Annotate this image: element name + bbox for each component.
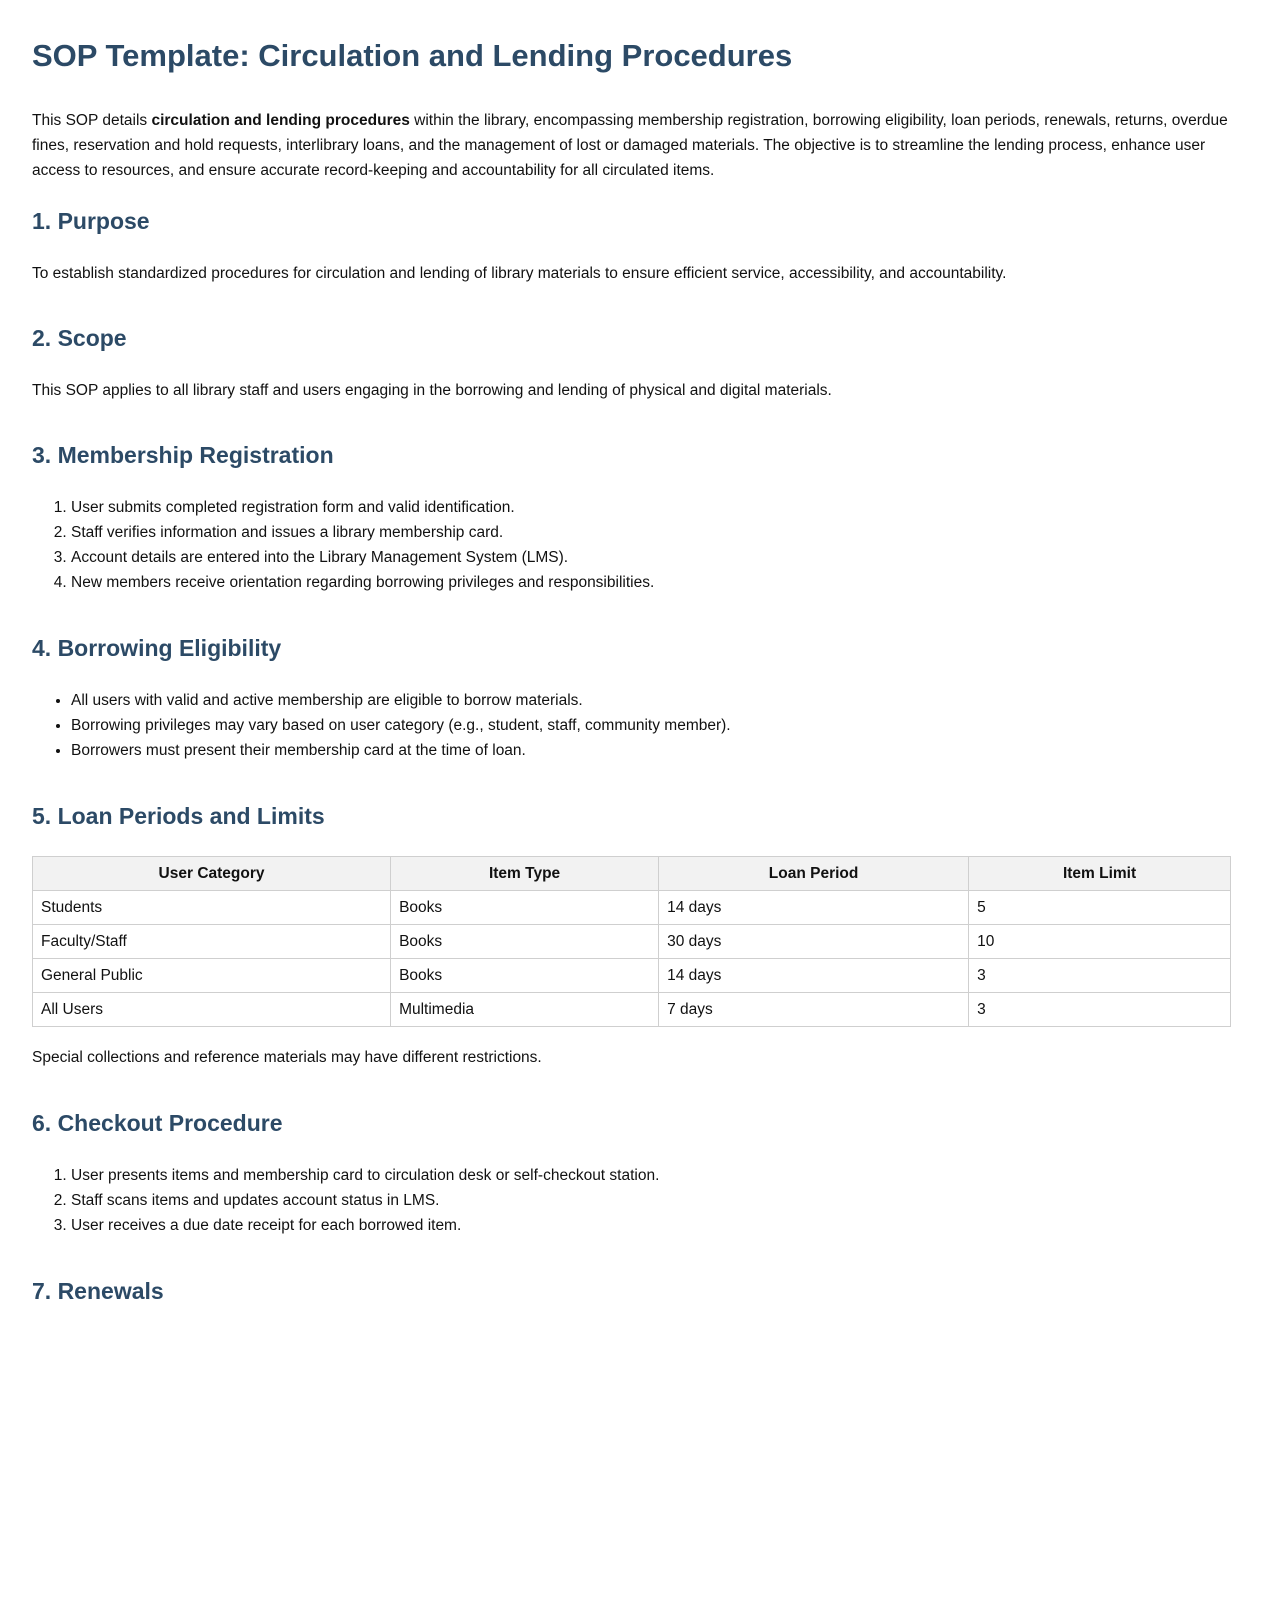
loan-note: Special collections and reference materials may have different restrictions.: [32, 1049, 542, 1066]
table-cell: Faculty/Staff: [33, 925, 391, 959]
heading-checkout: 6. Checkout Procedure: [32, 1110, 283, 1136]
heading-renewals: 7. Renewals: [32, 1278, 164, 1304]
list-item: • Borrowers must present their membership card at the time of loan.: [71, 738, 1231, 763]
scope-text: This SOP applies to all library staff and users engaging in the borrowing and lending of physical and digital materials.: [32, 382, 832, 399]
table-cell: General Public: [33, 959, 391, 993]
list-item: 1. User submits completed registration form and valid identification.: [71, 495, 1231, 520]
list-item: • All users with valid and active membership are eligible to borrow materials.: [71, 688, 1231, 713]
purpose-text: To establish standardized procedures for circulation and lending of library materials to ensure efficient service, accessibility, and accountability.: [32, 265, 1007, 282]
list-item: 1. User presents items and membership card to circulation desk or self-checkout station.: [71, 1163, 1231, 1188]
list-item: 2. Staff verifies information and issues a library membership card.: [71, 520, 1231, 545]
checkout-steps: [32, 1163, 1231, 1238]
table-cell: Books: [391, 891, 659, 925]
heading-eligibility: 4. Borrowing Eligibility: [32, 635, 282, 661]
heading-purpose: 1. Purpose: [32, 208, 150, 234]
table-cell: 3: [969, 959, 1231, 993]
loan-table: [32, 856, 1231, 1027]
table-cell: 3: [969, 993, 1231, 1027]
table-row: [33, 959, 1231, 993]
column-header: Loan Period: [659, 857, 969, 891]
list-item: 2. Staff scans items and updates account status in LMS.: [71, 1188, 1231, 1213]
intro-suffix: within the library, encompassing membership registration, borrowing eligibility, loan periods, renewals, returns, overdue fines, reservation and hold requests, interlibrary loans, and the management of lost or damaged materials. The objective is to streamline the lending process, enhance user access to resources, and ensure accurate record-keeping and accountability for all circulated items.: [32, 112, 1228, 179]
list-item: 3. User receives a due date receipt for each borrowed item.: [71, 1213, 1231, 1238]
list-item: 4. New members receive orientation regarding borrowing privileges and responsibilities.: [71, 570, 1231, 595]
table-cell: 30 days: [659, 925, 969, 959]
table-cell: 5: [969, 891, 1231, 925]
page-title: SOP Template: Circulation and Lending Procedures: [32, 38, 793, 73]
intro-paragraph: [32, 108, 1231, 183]
column-header: User Category: [33, 857, 391, 891]
table-cell: Books: [391, 959, 659, 993]
table-cell: Students: [33, 891, 391, 925]
intro-bold: circulation and lending procedures: [151, 112, 410, 129]
table-row: [33, 925, 1231, 959]
table-row: [33, 891, 1231, 925]
heading-membership: 3. Membership Registration: [32, 442, 334, 468]
heading-scope: 2. Scope: [32, 325, 127, 351]
intro-prefix: This SOP details: [32, 112, 152, 129]
list-item: 3. Account details are entered into the Library Management System (LMS).: [71, 545, 1231, 570]
table-cell: 14 days: [659, 891, 969, 925]
table-cell: All Users: [33, 993, 391, 1027]
table-cell: 7 days: [659, 993, 969, 1027]
heading-loans: 5. Loan Periods and Limits: [32, 803, 325, 829]
table-cell: 10: [969, 925, 1231, 959]
table-row: [33, 993, 1231, 1027]
eligibility-list: [32, 688, 1231, 763]
list-item: • Borrowing privileges may vary based on user category (e.g., student, staff, community member).: [71, 713, 1231, 738]
table-cell: 14 days: [659, 959, 969, 993]
table-header-row: [33, 857, 1231, 891]
column-header: Item Limit: [969, 857, 1231, 891]
membership-steps: [32, 495, 1231, 595]
table-cell: Books: [391, 925, 659, 959]
table-cell: Multimedia: [391, 993, 659, 1027]
column-header: Item Type: [391, 857, 659, 891]
